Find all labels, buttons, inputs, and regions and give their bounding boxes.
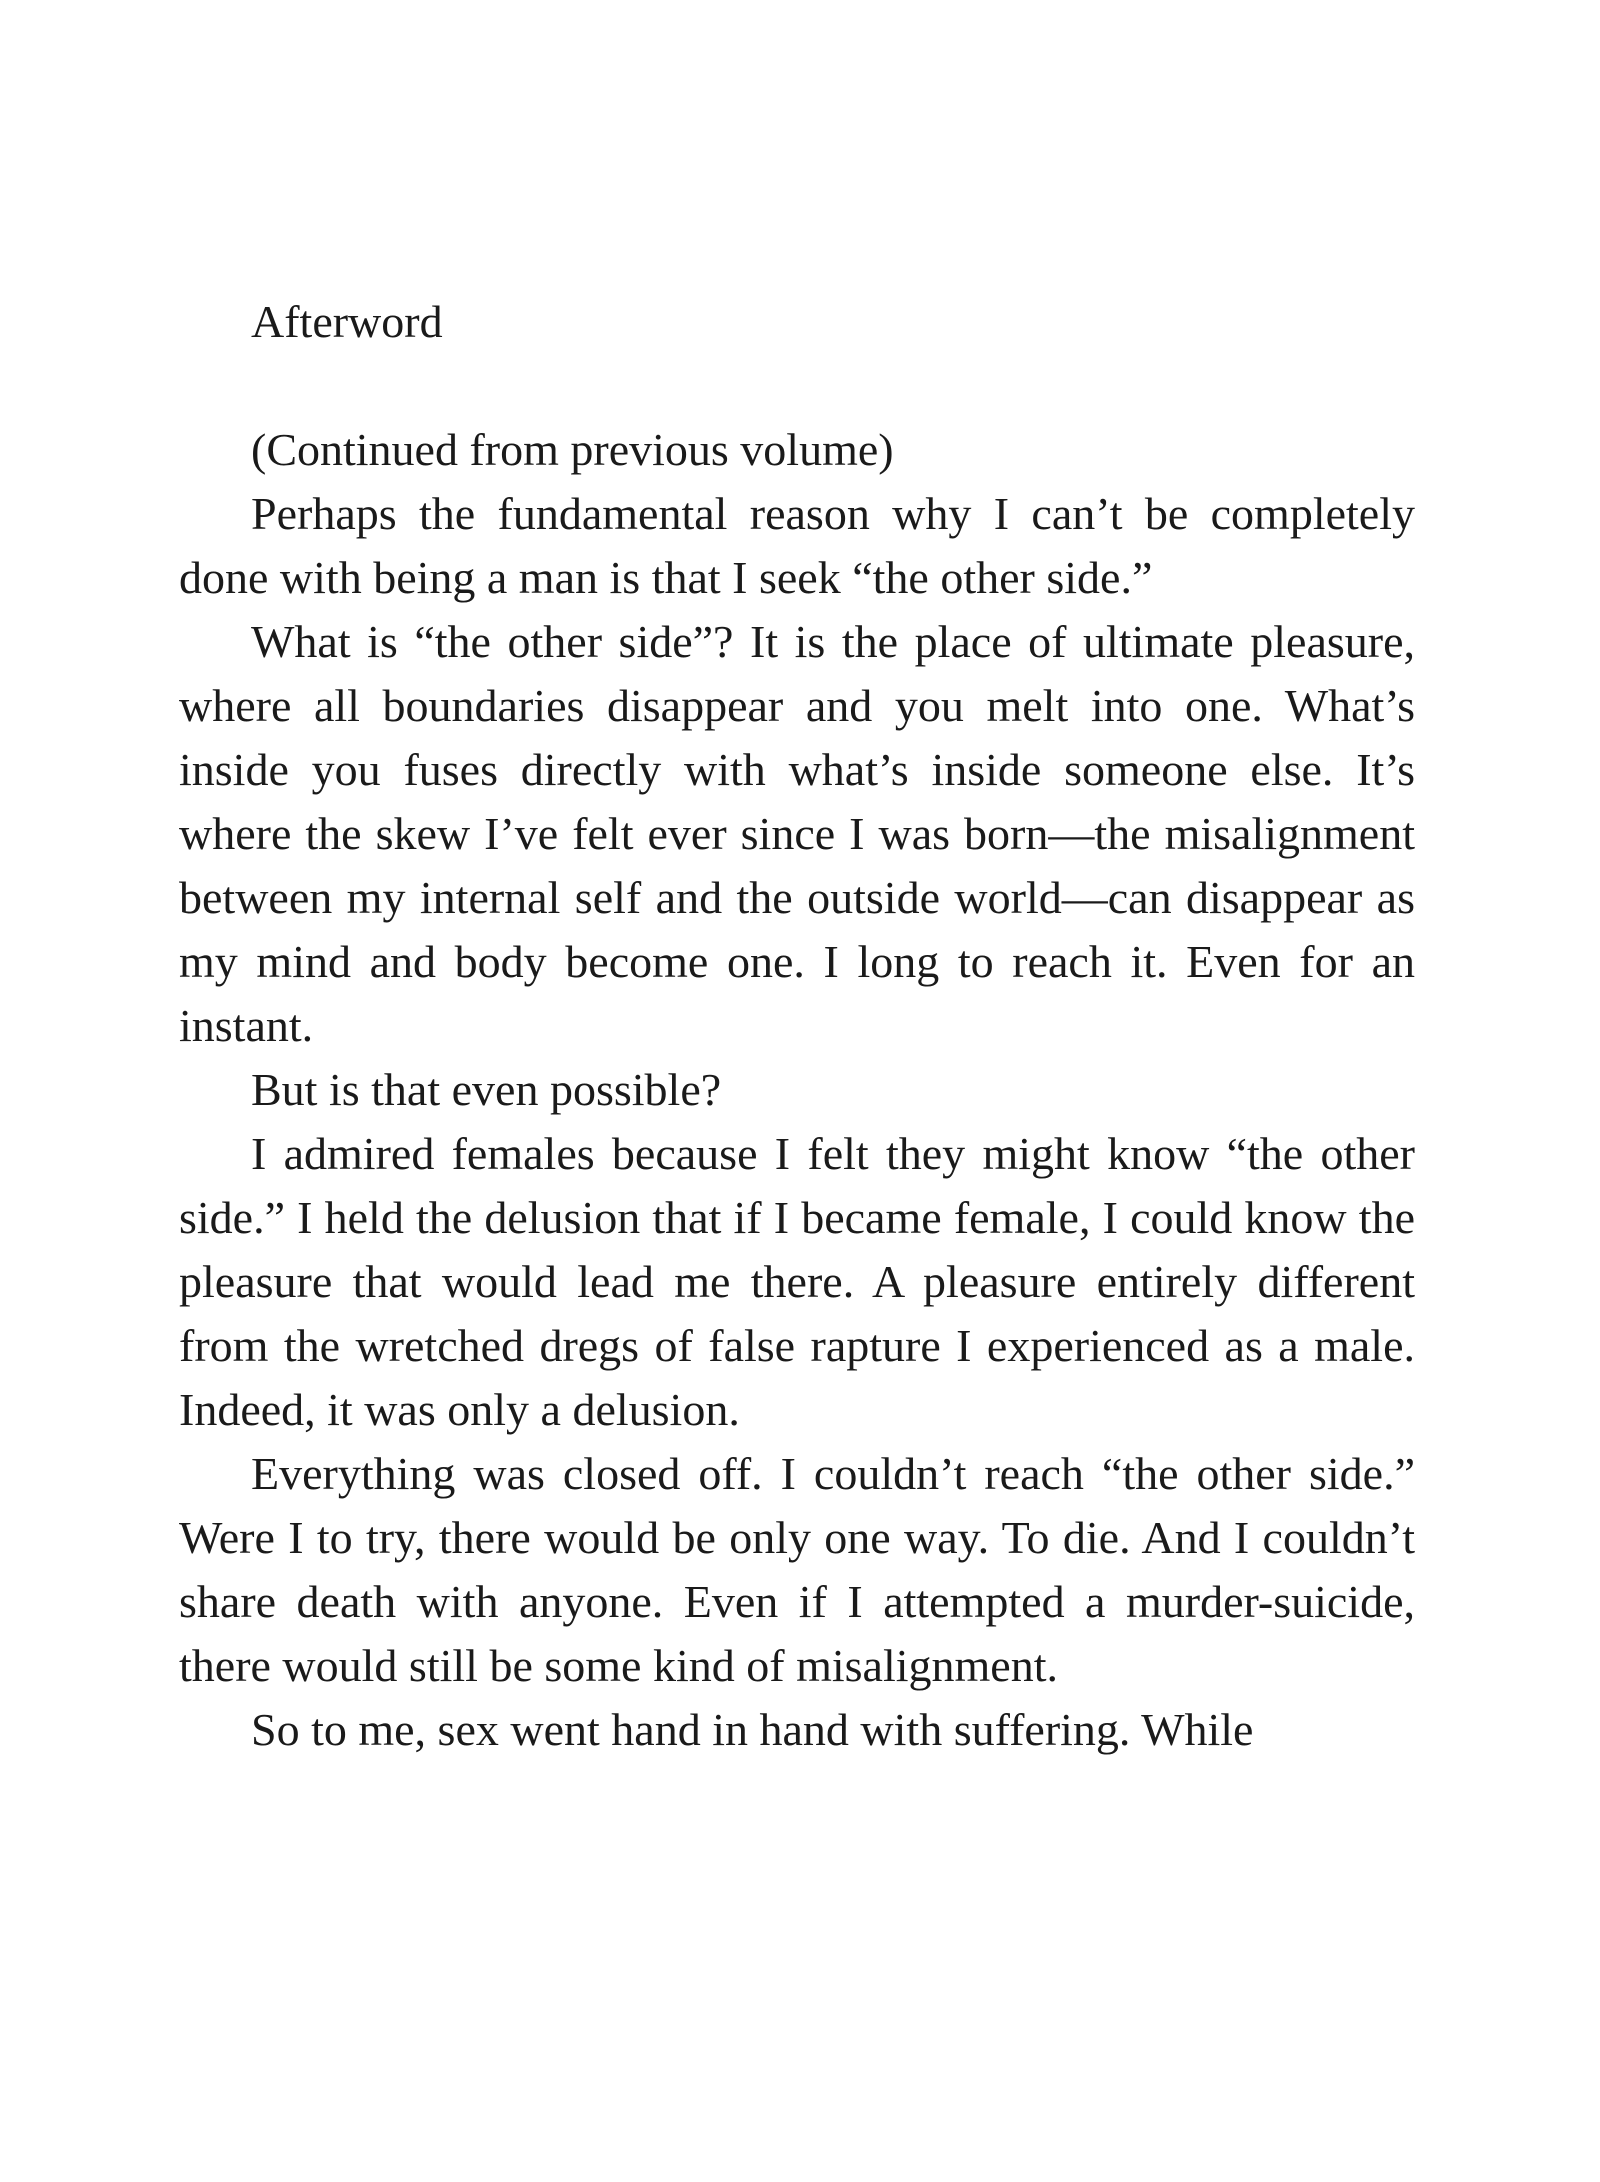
- paragraph: Everything was closed off. I couldn’t reach “the other side.” Were I to try, there would be only one way. To die. And I couldn’t share death with anyone. Even if I attempted a murder-suicide, there would still be some kind of misalignment.: [179, 1448, 1415, 1691]
- paragraph: I admired females because I felt they might know “the other side.” I held the delusion that if I became female, I could know the pleasure that would lead me there. A pleasure entirely different from the wretched dregs of false rapture I experienced as a male. Indeed, it was only a delusion.: [179, 1128, 1415, 1435]
- paragraph: So to me, sex went hand in hand with suffering. While: [251, 1704, 1254, 1755]
- paragraph: Perhaps the fundamental reason why I can’t be completely done with being a man is that I seek “the other side.”: [179, 488, 1415, 603]
- paragraph: But is that even possible?: [251, 1064, 722, 1115]
- chapter-title: Afterword: [251, 296, 443, 347]
- text-block: [179, 290, 1415, 1762]
- paragraph: What is “the other side”? It is the place of ultimate pleasure, where all boundaries disappear and you melt into one. What’s inside you fuses directly with what’s inside someone else. It’s where the skew I’ve felt ever since I was born—the misalignment between my internal self and the outside world—can disappear as my mind and body become one. I long to reach it. Even for an instant.: [179, 616, 1415, 1051]
- chapter-subtitle: (Continued from previous volume): [251, 424, 894, 475]
